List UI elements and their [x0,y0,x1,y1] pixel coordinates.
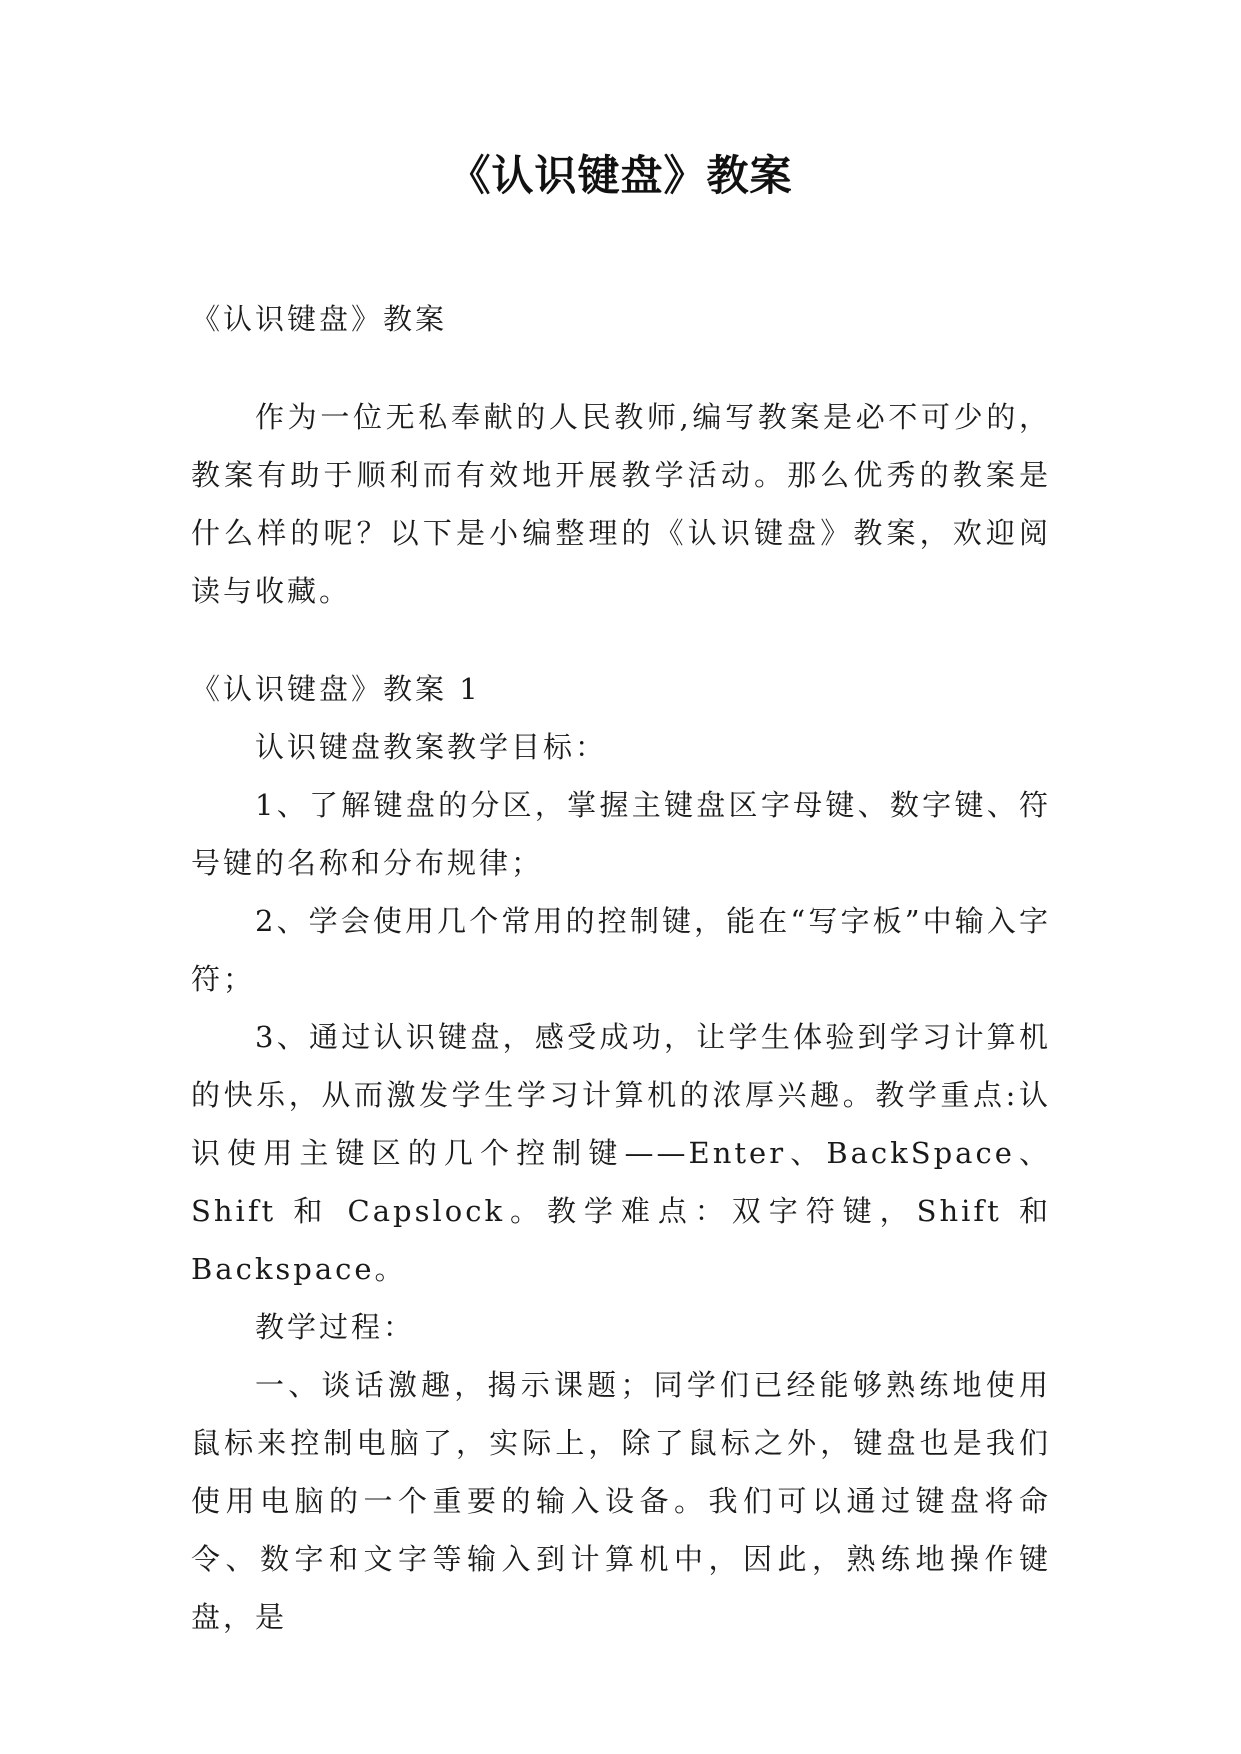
objectives-label: 认识键盘教案教学目标： [255,730,608,764]
document-subtitle: 《认识键盘》教案 [191,302,448,336]
process-label: 教学过程： [255,1310,416,1344]
document-title: 《认识键盘》教案 [448,151,793,200]
objective-item-3: 3、通过认识键盘，感受成功，让学生体验到学习计算机的快乐，从而激发学生学习计算机的浓厚兴趣。教学重点:认识使用主键区的几个控制键——Enter、BackSpace、Shift 和 Capslock。教学难点：双字符键，Shift 和 Backspace。 [191,1020,1051,1286]
objective-item-1: 1、了解键盘的分区，掌握主键盘区字母键、数字键、符号键的名称和分布规律； [191,788,1051,880]
objective-item-2: 2、学会使用几个常用的控制键，能在“写字板”中输入字符； [191,904,1051,996]
process-step-1: 一、谈话激趣，揭示课题；同学们已经能够熟练地使用鼠标来控制电脑了，实际上，除了鼠标之外，键盘也是我们使用电脑的一个重要的输入设备。我们可以通过键盘将命令、数字和文字等输入到计算机中，因此，熟练地操作键盘，是 [191,1368,1051,1634]
document-body [191,290,1051,1646]
intro-paragraph: 作为一位无私奉献的人民教师,编写教案是必不可少的，教案有助于顺利而有效地开展教学活动。那么优秀的教案是什么样的呢？以下是小编整理的《认识键盘》教案，欢迎阅读与收藏。 [191,400,1051,608]
section-heading: 《认识键盘》教案 1 [191,672,481,706]
